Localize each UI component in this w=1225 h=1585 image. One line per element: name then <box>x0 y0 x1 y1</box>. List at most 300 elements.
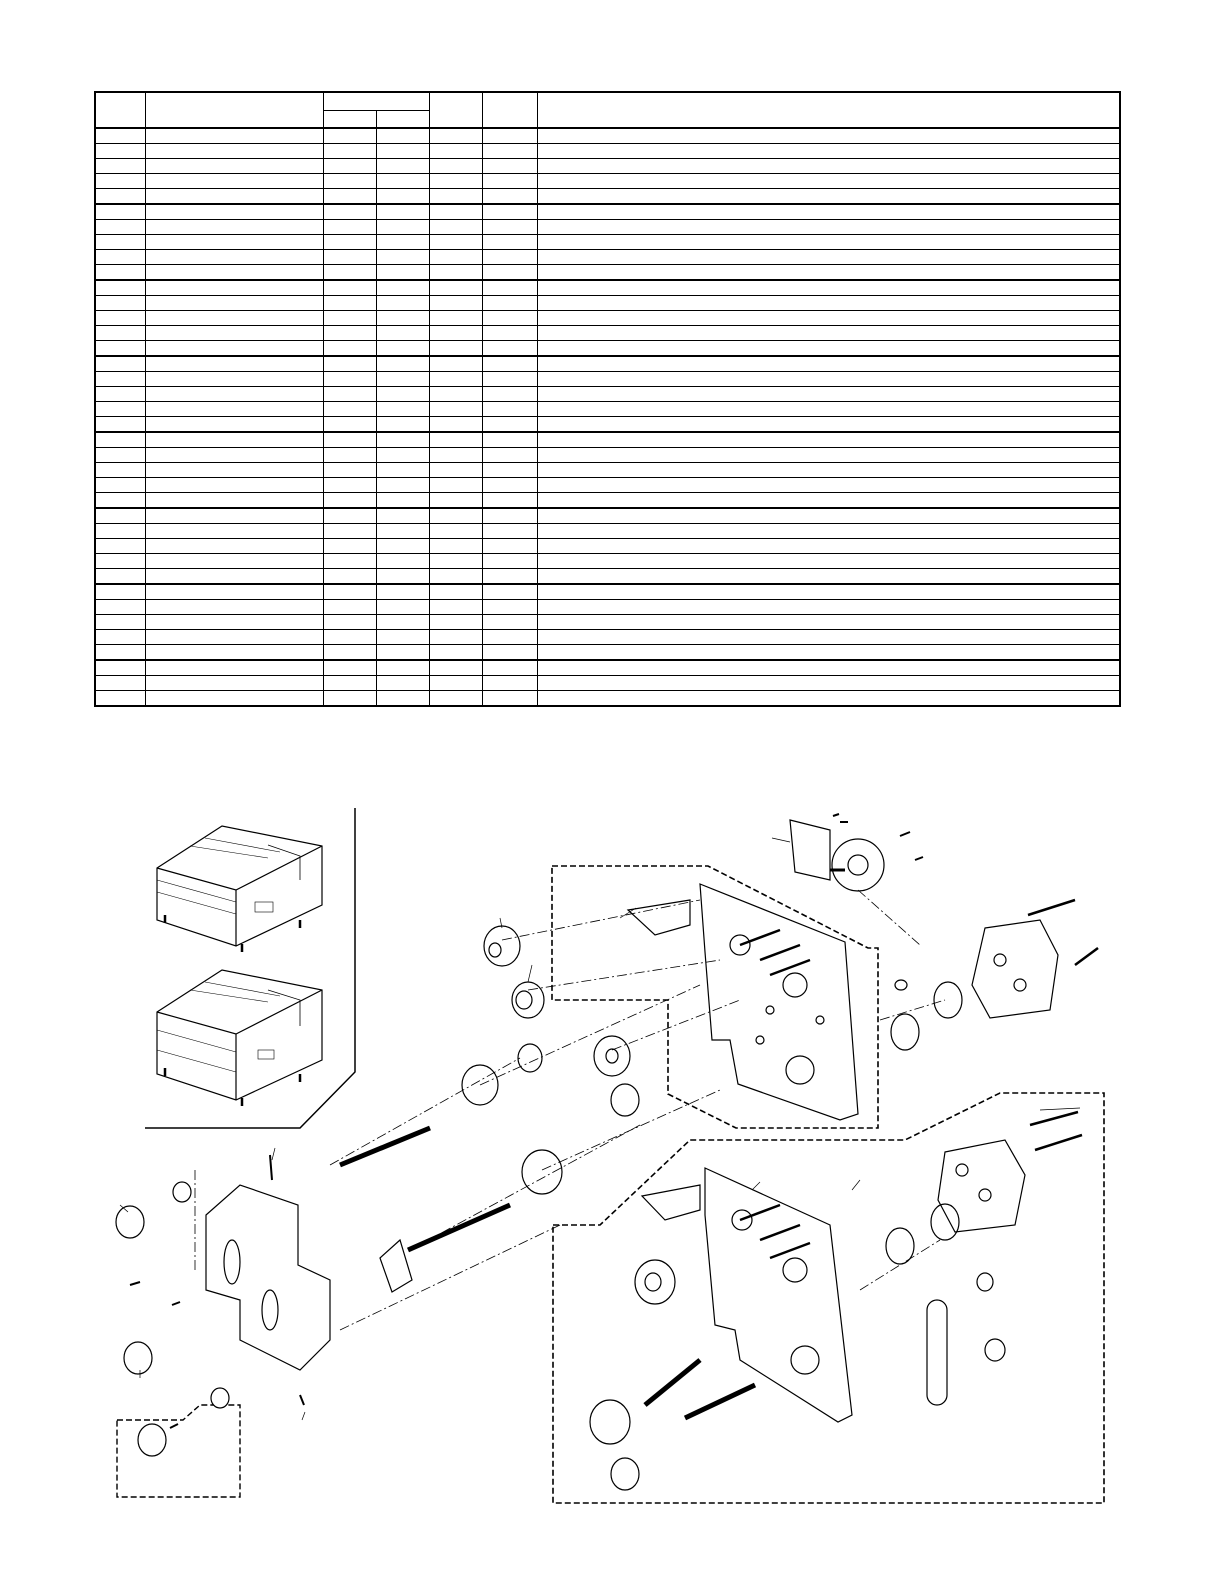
table-cell <box>537 250 1120 265</box>
table-cell <box>376 159 429 174</box>
table-cell <box>537 691 1120 707</box>
table-cell <box>145 189 323 205</box>
table-row <box>95 417 1120 433</box>
table-cell <box>323 508 376 524</box>
table-cell <box>95 432 145 448</box>
table-cell <box>323 554 376 569</box>
table-cell <box>376 144 429 159</box>
table-cell <box>482 189 537 205</box>
upper-rollers <box>462 926 639 1194</box>
exploded-parts-diagram <box>0 780 1225 1585</box>
table-cell <box>376 341 429 357</box>
table-cell <box>95 235 145 250</box>
table-cell <box>95 691 145 707</box>
optional-roller-kit-box <box>117 1405 240 1497</box>
table-cell <box>537 630 1120 645</box>
table-cell <box>323 524 376 539</box>
table-cell <box>429 235 482 250</box>
table-cell <box>145 280 323 296</box>
table-cell <box>95 341 145 357</box>
table-cell <box>537 569 1120 585</box>
table-cell <box>537 600 1120 615</box>
table-cell <box>145 372 323 387</box>
table-cell <box>482 539 537 554</box>
table-cell <box>95 615 145 630</box>
table-cell <box>95 204 145 220</box>
table-cell <box>145 493 323 509</box>
table-row <box>95 204 1120 220</box>
table-cell <box>429 691 482 707</box>
table-cell <box>145 144 323 159</box>
header-cell <box>429 92 482 128</box>
table-cell <box>323 676 376 691</box>
table-cell <box>537 539 1120 554</box>
table-cell <box>482 676 537 691</box>
table-row <box>95 660 1120 676</box>
table-cell <box>95 600 145 615</box>
table-cell <box>429 296 482 311</box>
table-cell <box>482 311 537 326</box>
table-cell <box>537 508 1120 524</box>
table-row <box>95 280 1120 296</box>
table-cell <box>95 144 145 159</box>
table-cell <box>145 524 323 539</box>
table-cell <box>537 676 1120 691</box>
table-cell <box>537 341 1120 357</box>
table-cell <box>145 220 323 235</box>
table-cell <box>537 615 1120 630</box>
table-cell <box>323 463 376 478</box>
table-cell <box>429 341 482 357</box>
table-cell <box>95 402 145 417</box>
table-row <box>95 524 1120 539</box>
table-cell <box>145 204 323 220</box>
table-cell <box>323 280 376 296</box>
table-cell <box>323 660 376 676</box>
table-cell <box>537 204 1120 220</box>
table-cell <box>482 554 537 569</box>
drive-shafts <box>340 1128 510 1292</box>
table-cell <box>376 311 429 326</box>
table-cell <box>323 448 376 463</box>
table-cell <box>376 417 429 433</box>
table-cell <box>429 478 482 493</box>
table-cell <box>482 432 537 448</box>
table-row <box>95 463 1120 478</box>
lower-clutch-unit <box>886 1112 1082 1405</box>
table-cell <box>95 280 145 296</box>
table-cell <box>429 584 482 600</box>
table-cell <box>145 584 323 600</box>
table-cell <box>376 174 429 189</box>
header-cell <box>95 92 145 128</box>
table-cell <box>429 493 482 509</box>
table-cell <box>323 159 376 174</box>
table-cell <box>323 615 376 630</box>
table-cell <box>537 584 1120 600</box>
table-cell <box>482 493 537 509</box>
table-cell <box>95 630 145 645</box>
table-cell <box>323 204 376 220</box>
table-cell <box>95 250 145 265</box>
table-cell <box>323 645 376 661</box>
table-cell <box>482 144 537 159</box>
table-row <box>95 493 1120 509</box>
table-cell <box>482 402 537 417</box>
table-cell <box>95 676 145 691</box>
table-cell <box>323 691 376 707</box>
table-cell <box>537 189 1120 205</box>
table-cell <box>323 478 376 493</box>
table-cell <box>323 539 376 554</box>
table-row <box>95 159 1120 174</box>
table-cell <box>482 174 537 189</box>
table-cell <box>537 402 1120 417</box>
table-cell <box>537 174 1120 189</box>
table-cell <box>482 280 537 296</box>
table-cell <box>537 387 1120 402</box>
table-cell <box>429 615 482 630</box>
table-cell <box>376 189 429 205</box>
table-cell <box>95 220 145 235</box>
table-cell <box>482 660 537 676</box>
table-cell <box>376 326 429 341</box>
table-cell <box>482 630 537 645</box>
table-row <box>95 432 1120 448</box>
table-cell <box>145 356 323 372</box>
table-row <box>95 584 1120 600</box>
table-cell <box>429 645 482 661</box>
header-cell <box>145 92 323 128</box>
table-cell <box>537 417 1120 433</box>
table-cell <box>482 220 537 235</box>
table-cell <box>145 630 323 645</box>
table-cell <box>376 660 429 676</box>
table-row <box>95 676 1120 691</box>
table-cell <box>429 144 482 159</box>
table-cell <box>429 539 482 554</box>
table-cell <box>95 387 145 402</box>
table-cell <box>429 220 482 235</box>
table-cell <box>323 144 376 159</box>
table-cell <box>376 600 429 615</box>
table-cell <box>376 569 429 585</box>
table-row <box>95 645 1120 661</box>
table-cell <box>145 676 323 691</box>
table-cell <box>95 645 145 661</box>
table-cell <box>537 432 1120 448</box>
table-cell <box>482 478 537 493</box>
table-cell <box>145 296 323 311</box>
table-cell <box>429 311 482 326</box>
table-cell <box>376 204 429 220</box>
table-cell <box>145 341 323 357</box>
table-cell <box>429 250 482 265</box>
table-cell <box>537 220 1120 235</box>
table-cell <box>537 280 1120 296</box>
table-cell <box>145 402 323 417</box>
table-row <box>95 265 1120 281</box>
table-row <box>95 189 1120 205</box>
table-row <box>95 220 1120 235</box>
table-cell <box>376 463 429 478</box>
table-cell <box>145 159 323 174</box>
table-row <box>95 128 1120 144</box>
table-row <box>95 311 1120 326</box>
table-cell <box>376 524 429 539</box>
table-cell <box>429 630 482 645</box>
table-cell <box>376 691 429 707</box>
table-row <box>95 508 1120 524</box>
table-cell <box>537 554 1120 569</box>
table-cell <box>429 265 482 281</box>
table-row <box>95 554 1120 569</box>
table-cell <box>429 189 482 205</box>
table-cell <box>482 645 537 661</box>
table-cell <box>145 660 323 676</box>
table-cell <box>323 600 376 615</box>
table-cell <box>429 600 482 615</box>
table-cell <box>323 296 376 311</box>
table-cell <box>145 691 323 707</box>
table-cell <box>95 311 145 326</box>
table-cell <box>482 417 537 433</box>
desk-unit-two-tray <box>157 970 322 1106</box>
table-cell <box>429 417 482 433</box>
table-cell <box>537 356 1120 372</box>
table-cell <box>537 311 1120 326</box>
table-cell <box>145 448 323 463</box>
table-cell <box>145 569 323 585</box>
table-cell <box>482 569 537 585</box>
table-cell <box>95 539 145 554</box>
table-cell <box>482 235 537 250</box>
table-cell <box>482 356 537 372</box>
table-cell <box>145 615 323 630</box>
table-cell <box>323 265 376 281</box>
table-cell <box>537 493 1120 509</box>
table-cell <box>323 356 376 372</box>
table-cell <box>323 584 376 600</box>
table-cell <box>95 448 145 463</box>
table-row <box>95 600 1120 615</box>
table-cell <box>323 235 376 250</box>
table-cell <box>482 448 537 463</box>
table-cell <box>376 615 429 630</box>
table-cell <box>323 311 376 326</box>
table-cell <box>429 569 482 585</box>
table-cell <box>429 463 482 478</box>
table-cell <box>537 144 1120 159</box>
parts-list-table <box>94 91 1121 707</box>
table-cell <box>537 645 1120 661</box>
table-row <box>95 448 1120 463</box>
table-cell <box>145 600 323 615</box>
table-cell <box>376 432 429 448</box>
table-cell <box>95 265 145 281</box>
table-cell <box>537 448 1120 463</box>
table-cell <box>376 128 429 144</box>
table-cell <box>323 220 376 235</box>
table-cell <box>482 463 537 478</box>
table-row <box>95 539 1120 554</box>
table-cell <box>429 387 482 402</box>
table-cell <box>323 174 376 189</box>
table-cell <box>323 432 376 448</box>
table-cell <box>145 645 323 661</box>
table-row <box>95 387 1120 402</box>
table-cell <box>145 311 323 326</box>
table-cell <box>95 660 145 676</box>
table-cell <box>429 448 482 463</box>
table-cell <box>537 478 1120 493</box>
table-cell <box>482 204 537 220</box>
optional-roller-kit <box>138 1388 229 1456</box>
table-cell <box>95 524 145 539</box>
table-cell <box>376 448 429 463</box>
table-cell <box>482 615 537 630</box>
table-cell <box>482 524 537 539</box>
table-cell <box>376 265 429 281</box>
table-cell <box>95 296 145 311</box>
table-cell <box>145 463 323 478</box>
table-row <box>95 326 1120 341</box>
table-row <box>95 402 1120 417</box>
table-cell <box>376 508 429 524</box>
table-cell <box>323 372 376 387</box>
table-cell <box>429 402 482 417</box>
table-row <box>95 174 1120 189</box>
table-row <box>95 250 1120 265</box>
table-cell <box>145 432 323 448</box>
table-cell <box>429 204 482 220</box>
table-cell <box>376 584 429 600</box>
table-cell <box>323 630 376 645</box>
table-cell <box>95 189 145 205</box>
table-cell <box>323 250 376 265</box>
table-cell <box>95 493 145 509</box>
table-cell <box>323 326 376 341</box>
header-cell <box>482 92 537 128</box>
table-cell <box>323 128 376 144</box>
table-cell <box>376 676 429 691</box>
table-cell <box>145 554 323 569</box>
table-cell <box>537 524 1120 539</box>
motor-bracket <box>790 814 923 891</box>
table-cell <box>145 326 323 341</box>
table-cell <box>323 189 376 205</box>
table-cell <box>323 387 376 402</box>
table-cell <box>145 478 323 493</box>
table-cell <box>145 508 323 524</box>
table-cell <box>376 280 429 296</box>
table-cell <box>429 660 482 676</box>
left-side-frame <box>116 1155 330 1405</box>
table-cell <box>376 554 429 569</box>
table-cell <box>323 493 376 509</box>
table-cell <box>95 356 145 372</box>
table-cell <box>145 235 323 250</box>
table-cell <box>145 265 323 281</box>
table-row <box>95 615 1120 630</box>
table-cell <box>323 417 376 433</box>
table-cell <box>95 554 145 569</box>
table-cell <box>145 539 323 554</box>
table-cell <box>482 128 537 144</box>
table-header-row <box>95 92 1120 111</box>
table-row <box>95 569 1120 585</box>
upper-clutch-unit <box>891 900 1098 1050</box>
table-cell <box>429 159 482 174</box>
table-cell <box>537 372 1120 387</box>
table-cell <box>482 387 537 402</box>
table-cell <box>376 220 429 235</box>
table-row <box>95 144 1120 159</box>
table-cell <box>537 326 1120 341</box>
table-cell <box>429 432 482 448</box>
table-cell <box>429 524 482 539</box>
table-cell <box>323 402 376 417</box>
table-cell <box>376 478 429 493</box>
table-cell <box>482 584 537 600</box>
table-cell <box>429 128 482 144</box>
header-cell <box>323 111 376 129</box>
table-cell <box>376 630 429 645</box>
table-cell <box>95 128 145 144</box>
table-cell <box>323 341 376 357</box>
table-cell <box>376 296 429 311</box>
table-cell <box>95 569 145 585</box>
table-cell <box>145 250 323 265</box>
table-cell <box>95 463 145 478</box>
table-cell <box>482 600 537 615</box>
table-cell <box>95 508 145 524</box>
table-cell <box>429 280 482 296</box>
table-cell <box>537 660 1120 676</box>
table-cell <box>537 265 1120 281</box>
table-cell <box>95 584 145 600</box>
header-cell <box>323 92 429 111</box>
table-cell <box>95 478 145 493</box>
table-cell <box>482 250 537 265</box>
table-cell <box>376 493 429 509</box>
header-cell <box>376 111 429 129</box>
table-cell <box>482 691 537 707</box>
table-cell <box>376 356 429 372</box>
table-row <box>95 478 1120 493</box>
table-row <box>95 296 1120 311</box>
desk-unit-single-tray <box>157 826 322 952</box>
table-cell <box>145 417 323 433</box>
table-cell <box>482 372 537 387</box>
table-cell <box>429 174 482 189</box>
table-cell <box>95 372 145 387</box>
table-cell <box>429 554 482 569</box>
table-cell <box>429 356 482 372</box>
table-cell <box>145 128 323 144</box>
table-cell <box>376 539 429 554</box>
table-cell <box>537 296 1120 311</box>
table-cell <box>429 326 482 341</box>
table-cell <box>537 159 1120 174</box>
table-cell <box>429 508 482 524</box>
table-row <box>95 630 1120 645</box>
table-cell <box>482 508 537 524</box>
table-cell <box>95 159 145 174</box>
table-cell <box>145 387 323 402</box>
table-cell <box>537 463 1120 478</box>
header-cell <box>537 92 1120 128</box>
